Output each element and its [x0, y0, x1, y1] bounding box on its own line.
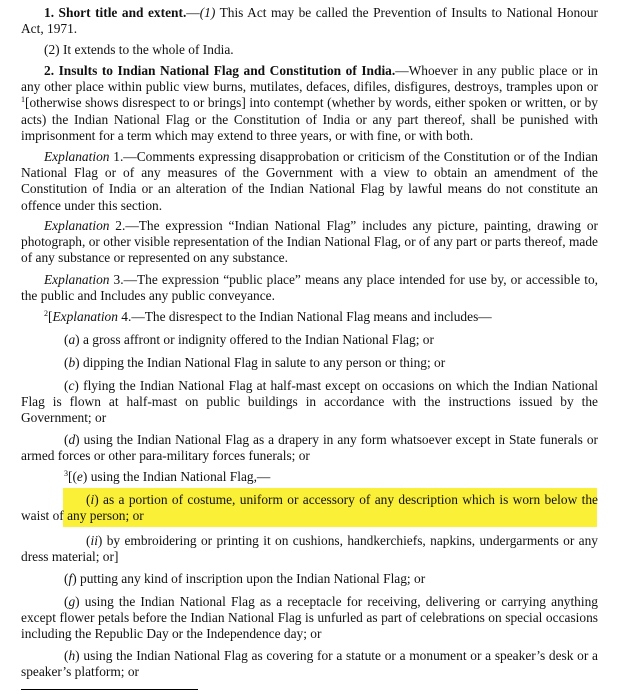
clause-text: by embroidering or printing it on cushions, handkerchiefs, napkins, undergarments or any dress material; or]	[21, 533, 598, 565]
paren: (	[86, 533, 91, 548]
section-2-heading: 2. Insults to Indian National Flag and Constitution of India.	[44, 63, 396, 78]
paren: (	[64, 648, 69, 663]
section-1-2-paragraph	[21, 42, 598, 58]
clause-e-ii	[21, 533, 598, 565]
footnote-divider	[21, 689, 198, 690]
clause-letter: g	[68, 594, 76, 609]
subsection-number: (2)	[44, 42, 60, 57]
explanation-label: Explanation	[44, 149, 110, 164]
section-1-2-text: It extends to the whole of India.	[59, 42, 234, 57]
dash: —	[186, 5, 200, 20]
clause-text: flying the Indian National Flag at half-mast except on occasions on which the Indian National Flag is flown at half-mast on public buildings in accordance with the instructions issued by the Government; or	[21, 378, 598, 426]
clause-letter: a	[68, 332, 76, 347]
clause-text: using the Indian National Flag as a drapery in any form whatsoever except in State funerals or armed forces or other para-military forces funerals; or	[21, 432, 598, 464]
clause-d	[21, 432, 598, 464]
paren: (	[64, 355, 69, 370]
explanation-1-text: 1.—Comments expressing disapprobation or criticism of the Constitution or of the Indian National Flag or of any measures of the Government with a view to obtain an amendment of the Constitution of India or an alteration of the Indian National Flag by lawful means do not constitute an offence under this section.	[21, 149, 598, 213]
subsection-number: (1)	[199, 5, 216, 20]
explanation-label: Explanation	[44, 272, 110, 287]
clause-text: a gross affront or indignity offered to the Indian National Flag; or	[79, 332, 434, 347]
clause-e-i	[21, 492, 598, 524]
explanation-3-paragraph	[21, 272, 598, 304]
paren: (	[64, 332, 69, 347]
explanation-2-text: 2.—The expression “Indian National Flag” includes any picture, painting, drawing or photograph, or other visible representation of the Indian National Flag, or of any part or parts thereof, made of any substance or represented on any substance.	[21, 218, 598, 266]
clause-text: using the Indian National Flag as a receptacle for receiving, delivering or carrying anything except flower petals before the Indian National Flag is unfurled as part of celebrations on special occasions including the Republic Day or the Independence day; or	[21, 594, 598, 642]
clause-text: putting any kind of inscription upon the Indian National Flag; or	[76, 571, 426, 586]
clause-g	[21, 594, 598, 643]
explanation-label: Explanation	[52, 309, 118, 324]
explanation-label: Explanation	[44, 218, 110, 233]
paren: (	[64, 378, 69, 393]
bracket: [(	[68, 469, 77, 484]
footnote-marker: 2	[44, 309, 48, 318]
paren: )	[97, 533, 103, 548]
clause-a	[21, 332, 598, 348]
clause-letter: i	[90, 492, 95, 507]
clause-c	[21, 378, 598, 427]
paren: )	[94, 492, 99, 507]
clause-b	[21, 355, 598, 371]
paren: )	[75, 432, 80, 447]
section-2-paragraph	[21, 63, 598, 144]
paren: )	[74, 378, 79, 393]
clause-letter: e	[76, 469, 83, 484]
clause-f	[21, 571, 598, 587]
clause-letter: d	[68, 432, 76, 447]
paren: )	[72, 571, 77, 586]
clause-text: dipping the Indian National Flag in salute to any person or thing; or	[79, 355, 446, 370]
bracket: [	[48, 309, 53, 324]
paren: )	[75, 332, 80, 347]
explanation-4-paragraph	[21, 309, 598, 325]
section-1-text: This Act may be called the Prevention of Insults to National Honour Act, 1971.	[21, 5, 598, 37]
paren: )	[75, 355, 80, 370]
paren: (	[64, 594, 69, 609]
explanation-3-text: 3.—The expression “public place” means any place intended for use by, or accessible to, the public and Includes any public conveyance.	[21, 272, 598, 304]
clause-h	[21, 648, 598, 680]
clause-e	[21, 469, 598, 485]
section-1-paragraph	[21, 5, 598, 37]
paren: )	[82, 469, 88, 484]
paren: (	[86, 492, 91, 507]
footnote-marker: 1	[21, 95, 25, 105]
explanation-2-paragraph	[21, 218, 598, 267]
paren: )	[75, 594, 80, 609]
clause-letter: f	[68, 571, 73, 586]
clause-letter: ii	[90, 533, 98, 548]
clause-text: using the Indian National Flag as covering for a statute or a monument or a speaker’s desk or a speaker’s platform; or	[21, 648, 598, 680]
clause-letter: h	[68, 648, 76, 663]
paren: (	[64, 571, 69, 586]
explanation-4-text: 4.—The disrespect to the Indian National Flag means and includes—	[117, 309, 492, 324]
section-2-text-a: —Whoever in any public place or in any other place within public view burns, mutilates, defaces, difiles, disfigures, destroys, tramples upon or	[21, 63, 598, 95]
paren: (	[64, 432, 69, 447]
clause-text: as a portion of costume, uniform or accessory of any description which is worn below the waist of any person; or	[21, 492, 598, 524]
paren: )	[75, 648, 80, 663]
clause-text: using the Indian National Flag,—	[87, 469, 271, 484]
explanation-1-paragraph	[21, 149, 598, 214]
section-1-heading: 1. Short title and extent.	[44, 5, 187, 20]
section-2-text-b: [otherwise shows disrespect to or brings] into contempt (whether by words, either spoken or written, or by acts) the Indian National Flag or the Constitution of India or any part thereof, shall be punished with imprisonment for a term which may extend to three years, or with fine, or with both.	[21, 95, 598, 143]
clause-letter: c	[68, 378, 75, 393]
footnote-marker: 3	[64, 469, 68, 478]
clause-letter: b	[68, 355, 76, 370]
